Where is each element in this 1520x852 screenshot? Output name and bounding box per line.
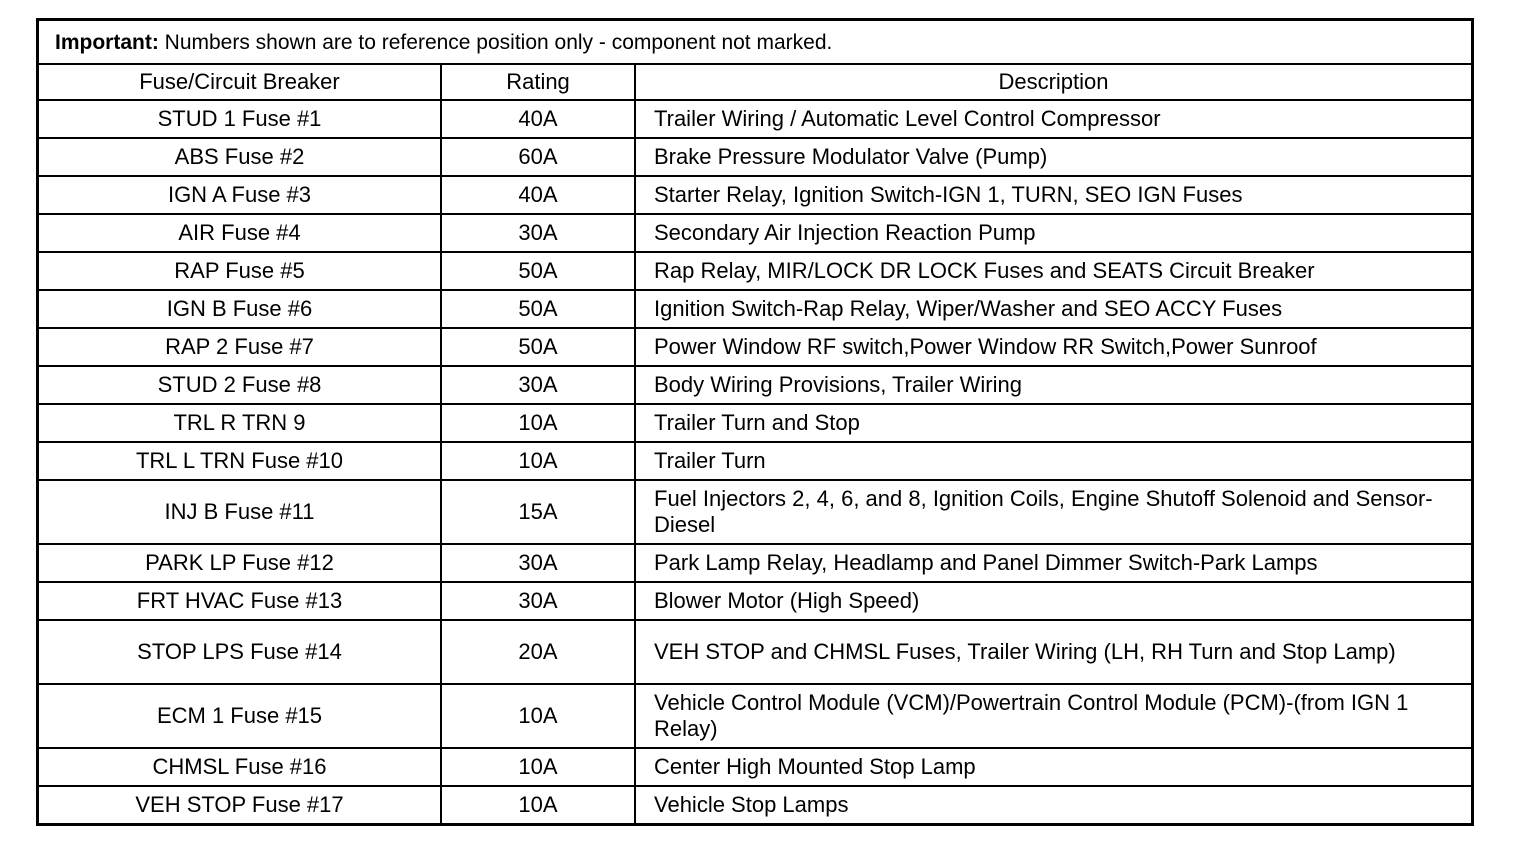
fuse-cell: RAP 2 Fuse #7 (39, 328, 441, 366)
table-row (39, 684, 1471, 748)
description-cell: Body Wiring Provisions, Trailer Wiring (635, 366, 1471, 404)
rating-cell: 40A (441, 100, 635, 138)
rating-cell: 30A (441, 582, 635, 620)
fuse-cell: PARK LP Fuse #12 (39, 544, 441, 582)
table-row (39, 748, 1471, 786)
rating-cell: 30A (441, 366, 635, 404)
fuse-table-document (36, 18, 1474, 826)
rating-cell: 50A (441, 328, 635, 366)
important-note-text: Numbers shown are to reference position only - component not marked. (158, 31, 833, 54)
table-row (39, 290, 1471, 328)
table-row (39, 100, 1471, 138)
description-cell: Brake Pressure Modulator Valve (Pump) (635, 138, 1471, 176)
important-note-label: Important: (55, 31, 159, 54)
description-cell: Starter Relay, Ignition Switch-IGN 1, TURN, SEO IGN Fuses (635, 176, 1471, 214)
fuse-cell: ABS Fuse #2 (39, 138, 441, 176)
fuse-table (39, 65, 1471, 823)
table-row (39, 582, 1471, 620)
fuse-cell: STOP LPS Fuse #14 (39, 620, 441, 684)
description-cell: Blower Motor (High Speed) (635, 582, 1471, 620)
fuse-cell: VEH STOP Fuse #17 (39, 786, 441, 823)
description-cell: Park Lamp Relay, Headlamp and Panel Dimmer Switch-Park Lamps (635, 544, 1471, 582)
fuse-cell: STUD 2 Fuse #8 (39, 366, 441, 404)
fuse-cell: INJ B Fuse #11 (39, 480, 441, 544)
rating-cell: 10A (441, 442, 635, 480)
rating-cell: 40A (441, 176, 635, 214)
description-cell: VEH STOP and CHMSL Fuses, Trailer Wiring (LH, RH Turn and Stop Lamp) (635, 620, 1471, 684)
fuse-cell: AIR Fuse #4 (39, 214, 441, 252)
table-row (39, 252, 1471, 290)
rating-cell: 50A (441, 290, 635, 328)
table-row (39, 442, 1471, 480)
table-row (39, 480, 1471, 544)
description-cell: Fuel Injectors 2, 4, 6, and 8, Ignition Coils, Engine Shutoff Solenoid and Sensor-Diesel (635, 480, 1471, 544)
table-header-row (39, 65, 1471, 100)
table-row (39, 328, 1471, 366)
description-cell: Ignition Switch-Rap Relay, Wiper/Washer and SEO ACCY Fuses (635, 290, 1471, 328)
description-cell: Vehicle Control Module (VCM)/Powertrain Control Module (PCM)-(from IGN 1 Relay) (635, 684, 1471, 748)
description-cell: Power Window RF switch,Power Window RR Switch,Power Sunroof (635, 328, 1471, 366)
rating-cell: 50A (441, 252, 635, 290)
fuse-cell: ECM 1 Fuse #15 (39, 684, 441, 748)
fuse-cell: IGN A Fuse #3 (39, 176, 441, 214)
description-cell: Secondary Air Injection Reaction Pump (635, 214, 1471, 252)
rating-cell: 10A (441, 748, 635, 786)
description-cell: Trailer Turn (635, 442, 1471, 480)
description-cell: Vehicle Stop Lamps (635, 786, 1471, 823)
rating-cell: 15A (441, 480, 635, 544)
header-fuse: Fuse/Circuit Breaker (39, 65, 441, 100)
header-rating: Rating (441, 65, 635, 100)
description-cell: Center High Mounted Stop Lamp (635, 748, 1471, 786)
rating-cell: 10A (441, 786, 635, 823)
rating-cell: 20A (441, 620, 635, 684)
description-cell: Trailer Wiring / Automatic Level Control Compressor (635, 100, 1471, 138)
fuse-cell: RAP Fuse #5 (39, 252, 441, 290)
rating-cell: 10A (441, 404, 635, 442)
fuse-cell: IGN B Fuse #6 (39, 290, 441, 328)
rating-cell: 30A (441, 544, 635, 582)
table-row (39, 544, 1471, 582)
important-note (39, 21, 1471, 65)
rating-cell: 30A (441, 214, 635, 252)
rating-cell: 60A (441, 138, 635, 176)
table-row (39, 620, 1471, 684)
description-cell: Trailer Turn and Stop (635, 404, 1471, 442)
header-description: Description (635, 65, 1471, 100)
table-row (39, 786, 1471, 823)
table-row (39, 404, 1471, 442)
table-row (39, 138, 1471, 176)
fuse-cell: TRL L TRN Fuse #10 (39, 442, 441, 480)
table-row (39, 366, 1471, 404)
table-row (39, 176, 1471, 214)
rating-cell: 10A (441, 684, 635, 748)
fuse-cell: TRL R TRN 9 (39, 404, 441, 442)
fuse-cell: STUD 1 Fuse #1 (39, 100, 441, 138)
description-cell: Rap Relay, MIR/LOCK DR LOCK Fuses and SEATS Circuit Breaker (635, 252, 1471, 290)
fuse-cell: FRT HVAC Fuse #13 (39, 582, 441, 620)
table-row (39, 214, 1471, 252)
fuse-cell: CHMSL Fuse #16 (39, 748, 441, 786)
